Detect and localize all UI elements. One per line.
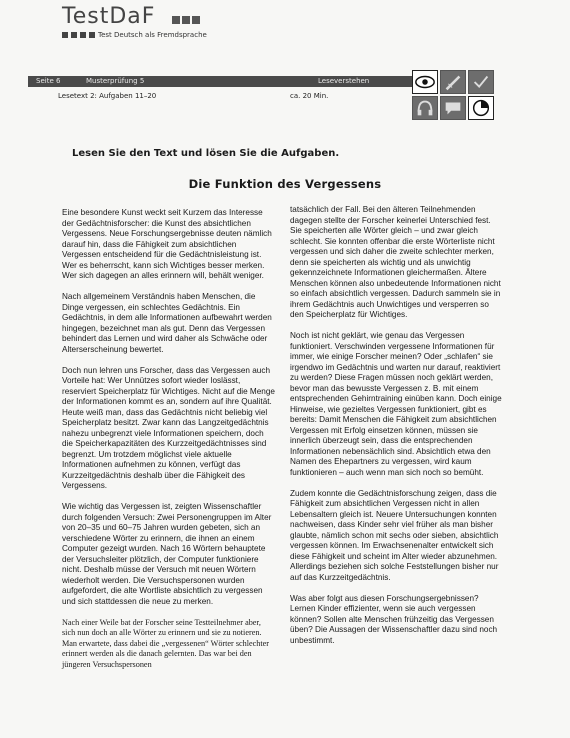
text-task-label: Lesetext 2: Aufgaben 11–20 bbox=[58, 92, 157, 100]
right-column bbox=[290, 205, 504, 657]
header-bar bbox=[28, 76, 412, 87]
logo-subtitle bbox=[62, 31, 207, 39]
time-label: ca. 20 Min. bbox=[290, 92, 329, 100]
paragraph: Doch nun lehren uns Forscher, dass das Vergessen auch Vorteile hat: Wer Unnützes sofort wieder loslässt, reserviert Speicherplatz für Wichtiges. Nicht auf die Menge der Informationen kommt es an, sondern auf ihre Qualität. Heute weiß man, dass das Gedächtnis nicht beliebig viel Speicherplatz besitzt. Zwar kann das Langzeitgedächtnis nahezu unbegrenzt viele Informationen speichern, doch die Speicherkapazitäten des Kurzzeitgedächtnisses sind begrenzt. Um trotzdem möglichst viele aktuelle Informationen aufnehmen zu können, verfügt das Kurzzeitgedächtnis deshalb über die Fähigkeit des Vergessens. bbox=[62, 365, 275, 490]
paragraph: Nach allgemeinem Verständnis haben Menschen, die Dinge vergessen, ein schlechtes Gedächtnis. Ein Gedächtnis, in dem alle Informationen aufbewahrt werden hingegen, bezeichnet man als gut. Denn das Vergessen behindert das Lernen und wird daher als Schwäche oder Alterserscheinung bewertet. bbox=[62, 292, 272, 354]
paragraph: Was aber folgt aus diesen Forschungsergebnissen? Lernen Kinder effizienter, wenn sie auch vergessen können? Sollen alte Menschen frühzeitig das Vergessen üben? Die Aussagen der Wissenschaftler dazu sind noch unbestimmt. bbox=[290, 593, 498, 645]
logo-subtitle-text: Test Deutsch als Fremdsprache bbox=[98, 31, 207, 39]
logo-wordmark: TestDaF bbox=[62, 4, 156, 29]
pie-clock-icon bbox=[468, 96, 494, 120]
paragraph: Eine besondere Kunst weckt seit Kurzem das Interesse der Gedächtnisforscher: die Kunst des absichtlichen Vergessens. Neue Forschungsergebnisse deuten nämlich darauf hin, dass die Fähigkeit zum absichtlichen Vergessen entscheidend für die Gedächtnisleistung ist. Wer es beherrscht, kann sich Wichtiges besser merken. Wer sich dagegen an alles erinnern will, behält weniger. bbox=[62, 208, 272, 280]
pen-writing-icon bbox=[440, 70, 466, 94]
left-column bbox=[62, 208, 275, 681]
paragraph: Zudem konnte die Gedächtnisforschung zeigen, dass die Fähigkeit zum absichtlichen Vergessen nicht in allen Lebensaltern gleich ist. Neuere Untersuchungen konnten nachweisen, dass Kinder sehr viel früher als man bisher glaubte, nämlich schon mit sechs oder sieben, absichtlich vergessen können. Im Erwachsenenalter entwickelt sich diese Fähigkeit und scheint im Alter wieder abzunehmen. Allerdings beziehen sich solche Feststellungen bisher nur auf das Kurzzeitgedächtnis. bbox=[290, 488, 499, 582]
paragraph: Nach einer Weile bat der Forscher seine Testteilnehmer aber, sich nun doch an alle Wörter zu erinnern und sie zu notieren. Man erwartete, dass dabei die „vergessenen“ Wörter schlechter erinnert werden als die danach gelernten. Das war bei den jüngeren Versuchspersonen bbox=[62, 617, 270, 669]
paragraph: Wie wichtig das Vergessen ist, zeigten Wissenschaftler durch folgenden Versuch: Zwei Personengruppen im Alter von 20–35 und 60–75 Jahren wurden gebeten, sich an verschiedene Wörter zu erinnern, die ihnen an einem Computer gezeigt wurden. Nach 16 Wörtern behauptete der Versuchsleiter plötzlich, der Computer funktioniere nicht. Deshalb müsse der Versuch mit neuen Wörtern wiederholt werden. Die Versuchspersonen wurden aufgefordert, die alte Wortliste absichtlich zu vergessen und sich stattdessen die neue zu merken. bbox=[62, 502, 272, 606]
page-number: Seite 6 bbox=[36, 77, 61, 85]
headphones-icon bbox=[412, 96, 438, 120]
testdaf-logo bbox=[62, 4, 207, 39]
section-name: Leseverstehen bbox=[318, 77, 370, 85]
eye-reading-icon bbox=[412, 70, 438, 94]
task-instruction: Lesen Sie den Text und lösen Sie die Aufgaben. bbox=[72, 148, 340, 159]
exam-name: Musterprüfung 5 bbox=[86, 77, 145, 85]
paragraph: Noch ist nicht geklärt, wie genau das Vergessen funktioniert. Verschwinden vergessene Informationen für immer, wie einige Forscher meinen? Oder „schlafen“ sie irgendwo im Gedächtnis und warten nur darauf, reaktiviert zu werden? Diese Fragen müssen noch geklärt werden, bevor man das bewusste Vergessen z. B. mit einem entsprechenden Gehirntraining einüben kann. Doch einige Hinweise, wie gezieltes Vergessen funktioniert, gibt es bereits: Damit Menschen die Fähigkeit zum absichtlichen Vergessen mit Erfolg einsetzen können, müssen sie innerlich überzeugt sein, dass die entsprechenden Informationen nebensächlich sind. Absichtlich etwa den Namen des Ehepartners zu vergessen, wird kaum funktionieren – auch wenn man sich noch so bemüht. bbox=[290, 331, 502, 477]
text-title: Die Funktion des Vergessens bbox=[188, 177, 382, 191]
logo-squares bbox=[172, 16, 200, 24]
speaking-icon bbox=[440, 96, 466, 120]
checkmark-icon bbox=[468, 70, 494, 94]
paragraph: tatsächlich der Fall. Bei den älteren Teilnehmenden dagegen stellte der Forscher keinerlei Unterschied fest. Sie speicherten alle Wörter gleich – und zwar gleich schlecht. Sie konnten offenbar die erste Wörterliste nicht vergessen und sich daher die zweite schlechter merken, denn sie speicherten als wichtig und als unwichtig gekennzeichnete Informationen gleichermaßen. Ältere Menschen können also unbedeutende Informationen nicht so einfach absichtlich vergessen. Dadurch sammeln sie in ihrem Gedächtnis auch Unwichtiges und versperren so den Speicherplatz für Wichtiges. bbox=[290, 205, 501, 319]
